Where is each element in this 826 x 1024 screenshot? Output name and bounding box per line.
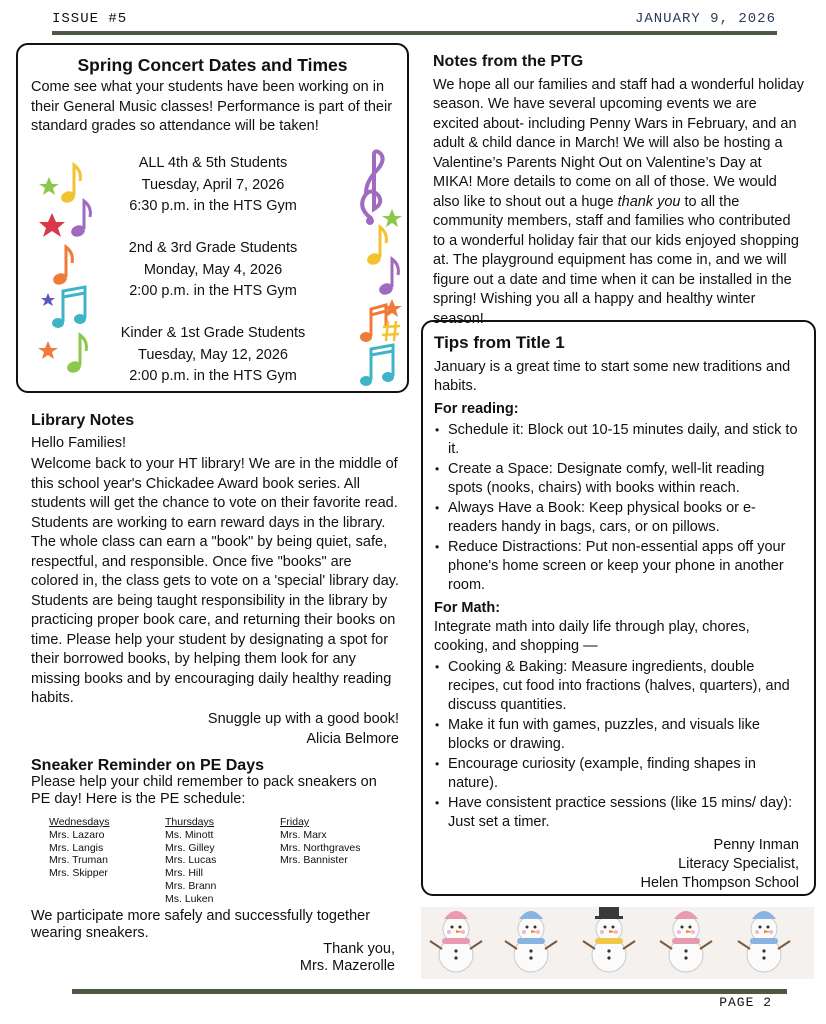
pe-teacher: Mrs. Bannister — [280, 854, 348, 867]
eighth-note-icon — [60, 165, 81, 205]
pe-teacher: Mrs. Langis — [49, 841, 104, 854]
math-intro: Integrate math into daily life through play, chores, cooking, and shopping — — [434, 619, 750, 654]
reading-heading: For reading: — [434, 401, 519, 417]
signature-role: Literacy Specialist, — [678, 856, 799, 872]
event-group: Kinder & 1st Grade Students — [120, 325, 306, 341]
event-group: 2nd & 3rd Grade Students — [128, 240, 298, 256]
eighth-note-icon — [70, 201, 91, 239]
title1-title: Tips from Title 1 — [434, 333, 565, 352]
eighth-note-icon — [52, 247, 73, 287]
ptg-title: Notes from the PTG — [433, 53, 584, 70]
sneaker-signature-block — [230, 941, 395, 975]
concert-event — [108, 323, 318, 388]
math-heading: For Math: — [434, 600, 501, 616]
signature-school: Helen Thompson School — [640, 875, 799, 891]
pe-teacher: Mrs. Brann — [165, 879, 217, 892]
concert-title: Spring Concert Dates and Times — [77, 55, 348, 75]
pe-day: Thursdays — [165, 816, 215, 828]
star-icon — [382, 209, 402, 227]
library-title: Library Notes — [31, 412, 135, 429]
event-time: 2:00 p.m. in the HTS Gym — [129, 283, 297, 299]
signature-name: Penny Inman — [713, 837, 799, 853]
library-closing: Snuggle up with a good book! — [207, 710, 399, 727]
pe-teacher: Mrs. Lazaro — [49, 828, 105, 841]
pe-schedule-column — [165, 816, 216, 906]
sneaker-title: Sneaker Reminder on PE Days — [31, 757, 264, 774]
library-section — [31, 411, 399, 750]
event-date: Tuesday, May 12, 2026 — [138, 346, 288, 363]
concert-section — [16, 43, 409, 393]
event-group: ALL 4th & 5th Students — [138, 155, 288, 171]
pe-teacher: Ms. Minott — [165, 828, 214, 841]
event-time: 6:30 p.m. in the HTS Gym — [129, 198, 297, 214]
concert-event — [108, 238, 318, 303]
sneaker-thanks: Thank you, — [323, 941, 395, 957]
treble-clef-icon — [362, 151, 382, 225]
snowman-icon — [430, 911, 482, 972]
pe-teacher: Mrs. Lucas — [165, 854, 217, 867]
sneaker-section — [31, 757, 399, 808]
pe-teacher: Ms. Luken — [165, 892, 214, 905]
ptg-body — [433, 76, 805, 330]
library-signature: Alicia Belmore — [306, 731, 399, 747]
beamed-notes-icon — [360, 345, 394, 386]
list-item: • Schedule it: Block out 10-15 minutes daily, and stick to it. — [448, 421, 799, 459]
snowmen-illustration-icon — [421, 907, 814, 979]
eighth-note-icon — [378, 259, 399, 297]
pe-teacher: Mrs. Gilley — [165, 841, 215, 854]
pe-schedule-column — [49, 816, 110, 880]
library-body: Welcome back to your HT library! We are in the middle of this school year's Chickadee Award book series. All students will get the chance to vote on their favorite read. Students are working to earn reward days in the library. The whole class can earn a "book" by being quiet, safe, respectful, and responsible. Once five "books" are colored in, the class gets to vote on a 'special' library day. Students are being taught responsibility in the library by practicing proper book care, and returning their books on time. Please help your student by designating a spot for their borrowed books, by helping them look for any missing books and by encouraging daily healthy reading habits. — [31, 456, 399, 706]
snowman-icon — [583, 907, 635, 972]
list-item: • Reduce Distractions: Put non-essential apps off your phone's home screen or keep your phone in another room. — [448, 538, 799, 595]
pe-day: Friday — [280, 816, 310, 828]
snowman-icon — [505, 911, 557, 972]
eighth-note-icon — [366, 227, 387, 267]
ptg-body-emphasis: thank you — [617, 193, 681, 210]
math-tips-list — [434, 658, 799, 832]
page-number: PAGE 2 — [719, 995, 772, 1010]
music-notes-right-icon — [350, 149, 405, 391]
star-icon — [39, 177, 59, 195]
sneaker-closing: We participate more safely and successfully together wearing sneakers. — [31, 908, 371, 941]
event-time: 2:00 p.m. in the HTS Gym — [129, 368, 297, 384]
issue-date: JANUARY 9, 2026 — [634, 11, 776, 27]
beamed-notes-icon — [52, 287, 86, 328]
reading-tips-list — [434, 421, 799, 595]
pe-teacher: Mrs. Northgraves — [280, 841, 361, 854]
star-icon — [41, 293, 55, 306]
list-item: • Always Have a Book: Keep physical books or e-readers handy in bags, cars, or on pillows. — [448, 499, 799, 537]
list-item: • Encourage curiosity (example, finding shapes in nature). — [448, 755, 799, 793]
title1-signature — [434, 836, 799, 893]
event-date: Monday, May 4, 2026 — [143, 261, 283, 278]
footer-rule — [72, 989, 787, 994]
title1-intro: January is a great time to start some new traditions and habits. — [434, 359, 791, 394]
snowman-icon — [660, 911, 712, 972]
pe-day: Wednesdays — [49, 816, 110, 828]
sneaker-signature: Mrs. Mazerolle — [299, 958, 395, 974]
library-greeting: Hello Families! — [31, 434, 127, 451]
list-item: • Make it fun with games, puzzles, and visuals like blocks or drawing. — [448, 716, 799, 754]
concert-intro: Come see what your students have been working on in their General Music classes! Performance is part of their standard grades so attendance will be taken! — [31, 79, 393, 134]
issue-number: ISSUE #5 — [52, 11, 128, 27]
list-item: • Have consistent practice sessions (like 15 mins/ day): Just set a timer. — [448, 794, 799, 832]
music-notes-left-icon — [36, 155, 98, 390]
sneaker-body: Please help your child remember to pack sneakers on PE day! Here is the PE schedule: — [31, 774, 377, 807]
header-rule — [52, 31, 777, 35]
concert-event — [108, 153, 318, 218]
ptg-body-end: to all the community members, staff and families who contributed to a wonderful holiday fair that our kids enjoyed shopping at. The playground equipment has come in, and we will figure out a date and time when it can be installed in the spring! Wishing you all a happy and healthy winter season! — [433, 193, 799, 327]
ptg-section — [433, 52, 805, 329]
pe-teacher: Mrs. Truman — [49, 854, 108, 867]
snowmen-banner — [421, 907, 814, 979]
pe-teacher: Mrs. Hill — [165, 867, 203, 880]
pe-teacher: Mrs. Skipper — [49, 867, 108, 880]
pe-schedule-column — [280, 816, 361, 867]
list-item: • Cooking & Baking: Measure ingredients, double recipes, cut food into fractions (halves, quarters), and discuss quantities. — [448, 658, 799, 715]
list-item: • Create a Space: Designate comfy, well-lit reading spots (nooks, chairs) with books within reach. — [448, 460, 799, 498]
beamed-notes-icon — [360, 305, 386, 342]
star-icon — [38, 341, 58, 359]
snowman-icon — [738, 911, 790, 972]
pe-teacher: Mrs. Marx — [280, 828, 327, 841]
event-date: Tuesday, April 7, 2026 — [141, 176, 285, 193]
title1-section — [421, 320, 816, 896]
star-icon — [39, 213, 65, 237]
ptg-body-start: We hope all our families and staff had a wonderful holiday season. We have several upcoming events we are excited about- including Penny Wars in February, and an adult & child dance in March! We will also be hosting a Valentine’s Parents Night Out on Valentine’s Day at MIKA! More details to come on all of those. We would also like to shout out a huge — [433, 76, 805, 210]
eighth-note-icon — [66, 335, 87, 375]
